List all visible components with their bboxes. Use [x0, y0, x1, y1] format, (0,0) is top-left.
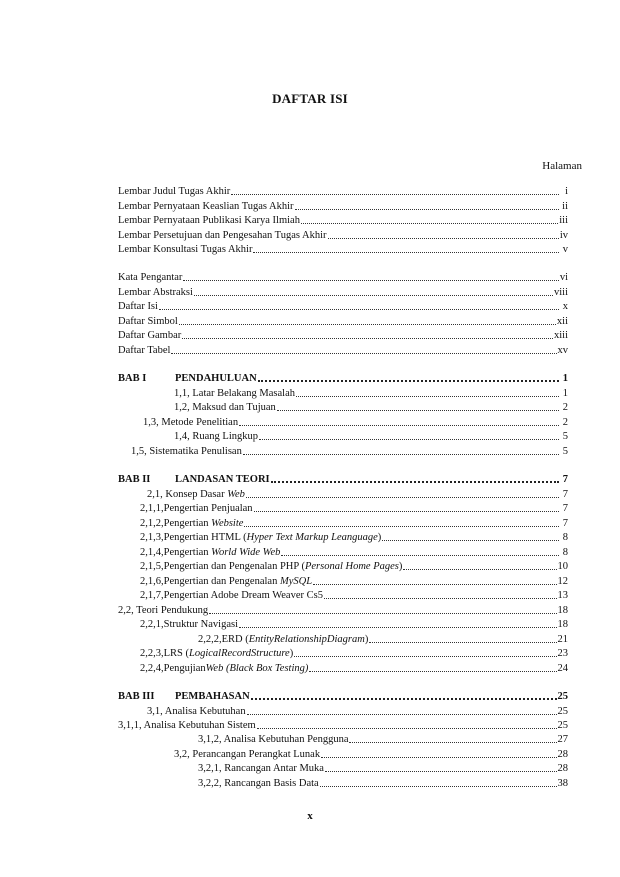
leader-dots [251, 689, 557, 700]
toc-entry-label: 3,1, Analisa Kebutuhan [147, 706, 246, 717]
leader-dots [277, 401, 559, 411]
toc-page-number: 7 [562, 474, 568, 485]
leader-dots [239, 618, 557, 628]
leader-dots [179, 315, 556, 325]
toc-entry-label: 2,2,4,PengujianWeb (Black Box Testing) [140, 663, 309, 674]
toc-entry-label: 2,1,6,Pengertian dan Pengenalan MySQL [140, 576, 313, 587]
toc-page-number: 28 [557, 763, 568, 774]
toc-page-number: xv [557, 345, 568, 356]
toc-entry-label: 3,1,1, Analisa Kebutuhan Sistem [118, 720, 256, 731]
toc-row [140, 560, 568, 573]
toc-row [198, 762, 568, 775]
toc-entry-label: Daftar Isi [118, 301, 158, 312]
page-number: x [307, 810, 313, 822]
toc-page-number: 8 [562, 532, 568, 543]
toc-row [147, 488, 568, 501]
toc-entry-label: 2,2, Teori Pendukung [118, 605, 209, 616]
toc-page-number: v [562, 244, 568, 255]
leader-dots [246, 488, 559, 498]
toc-page-number: 1 [562, 373, 568, 384]
leader-dots [231, 185, 559, 195]
toc-page-number: 18 [557, 619, 568, 630]
toc-entry-label: 3,2,1, Rancangan Antar Muka [198, 763, 324, 774]
toc-row [118, 344, 568, 357]
toc-row [118, 286, 568, 299]
toc-row [140, 517, 568, 530]
toc-page-number: 12 [557, 576, 568, 587]
leader-dots [239, 416, 559, 426]
toc-entry-label: 1,4, Ruang Lingkup [174, 431, 258, 442]
toc-entry-label: 2,1,2,Pengertian Website [140, 518, 244, 529]
toc-page-number: 1 [562, 388, 568, 399]
toc-page-number: iv [559, 230, 568, 241]
leader-dots [243, 445, 559, 455]
leader-dots [244, 517, 559, 527]
toc-entry-label: Daftar Gambar [118, 330, 182, 341]
toc-entry-label: 1,3, Metode Penelitian [143, 417, 239, 428]
toc-page-number: 5 [562, 446, 568, 457]
leader-dots [403, 560, 556, 570]
leader-dots [209, 604, 556, 614]
toc-row [143, 416, 568, 429]
toc-row [140, 589, 568, 602]
toc-row [118, 243, 568, 256]
toc-row [118, 300, 568, 313]
toc-entry-label: 2,2,1,Struktur Navigasi [140, 619, 238, 630]
chapter-number: BAB II [118, 474, 151, 485]
toc-page-number: 38 [557, 778, 568, 789]
toc-entry-label: 2,1,4,Pengertian World Wide Web [140, 547, 281, 558]
toc-row [118, 604, 568, 617]
chapter-row [118, 690, 568, 703]
leader-dots [254, 502, 559, 512]
toc-entry-label: Lembar Pernyataan Publikasi Karya Ilmiah [118, 215, 300, 226]
toc-page-number: 24 [557, 663, 568, 674]
toc-entry-label: 2,1, Konsep Dasar Web [147, 489, 245, 500]
toc-entry-label: 2,1,3,Pengertian HTML (Hyper Text Markup Leanguage) [140, 532, 382, 543]
toc-page-number: 23 [557, 648, 568, 659]
toc-page-number: 25 [557, 691, 568, 702]
leader-dots [321, 748, 556, 758]
toc-page-number: 7 [562, 489, 568, 500]
toc-entry-label: Lembar Judul Tugas Akhir [118, 186, 231, 197]
leader-dots [259, 430, 559, 440]
leader-dots [281, 546, 559, 556]
chapter-row [118, 372, 568, 385]
toc-page-number: 2 [562, 417, 568, 428]
chapter-number: BAB I [118, 373, 147, 384]
toc-row [118, 229, 568, 242]
toc-page-number: 13 [557, 590, 568, 601]
toc-row [118, 315, 568, 328]
leader-dots [324, 589, 557, 599]
toc-row [174, 430, 568, 443]
toc-entry-label: Lembar Abstraksi [118, 287, 193, 298]
toc-row [198, 733, 568, 746]
toc-row [198, 633, 568, 646]
leader-dots [294, 647, 556, 657]
toc-entry-label: 3,1,2, Analisa Kebutuhan Pengguna [198, 734, 349, 745]
toc-row [140, 531, 568, 544]
toc-row [118, 329, 568, 342]
toc-entry-label: BAB III PEMBAHASAN [118, 691, 250, 702]
leader-dots [301, 214, 558, 224]
toc-page-number: i [565, 186, 568, 197]
toc-row [118, 719, 568, 732]
toc-page-number: 7 [562, 503, 568, 514]
leader-dots [349, 733, 556, 743]
toc-page-number: 21 [557, 634, 568, 645]
leader-dots [257, 719, 557, 729]
toc-page-number: vi [559, 272, 568, 283]
leader-dots [171, 344, 556, 354]
toc-entry-label: 2,1,1,Pengertian Penjualan [140, 503, 253, 514]
toc-entry-label: Lembar Persetujuan dan Pengesahan Tugas Akhir [118, 230, 327, 241]
toc-row [174, 748, 568, 761]
toc-row [118, 185, 568, 198]
toc-page-number: 10 [557, 561, 568, 572]
toc-page-number: 28 [557, 749, 568, 760]
toc-entry-label: 3,2,2, Rancangan Basis Data [198, 778, 319, 789]
toc-page-number: iii [559, 215, 568, 226]
chapter-number: BAB III [118, 691, 155, 702]
toc-row [118, 200, 568, 213]
halaman-label: Halaman [542, 160, 582, 172]
toc-row [140, 662, 568, 675]
toc-entry-label: 1,5, Sistematika Penulisan [131, 446, 242, 457]
leader-dots [182, 329, 553, 339]
toc-entry-label: Lembar Konsultasi Tugas Akhir [118, 244, 253, 255]
leader-dots [309, 662, 556, 672]
toc-entry-label: Lembar Pernyataan Keaslian Tugas Akhir [118, 201, 294, 212]
toc-entry-label: 1,1, Latar Belakang Masalah [174, 388, 295, 399]
toc-page-number: 8 [562, 547, 568, 558]
toc-page-number: viii [553, 287, 568, 298]
toc-entry-label: 2,2,2,ERD (EntityRelationshipDiagram) [198, 634, 369, 645]
toc-row [147, 705, 568, 718]
toc-page-number: 18 [557, 605, 568, 616]
toc-entry-label: Daftar Simbol [118, 316, 178, 327]
toc-entry-label: Daftar Tabel [118, 345, 171, 356]
toc-page-number: 27 [557, 734, 568, 745]
leader-dots [183, 271, 558, 281]
toc-row [174, 401, 568, 414]
toc-entry-label: 2,2,3,LRS (LogicalRecordStructure) [140, 648, 294, 659]
toc-entry-label: 3,2, Perancangan Perangkat Lunak [174, 749, 321, 760]
toc-entry-label: 2,1,7,Pengertian Adobe Dream Weaver Cs5 [140, 590, 323, 601]
leader-dots [369, 633, 556, 643]
toc-entry-label: 1,2, Maksud dan Tujuan [174, 402, 276, 413]
toc-page-number: 25 [557, 720, 568, 731]
leader-dots [258, 371, 559, 382]
leader-dots [296, 387, 559, 397]
page-title: DAFTAR ISI [272, 91, 348, 106]
leader-dots [313, 575, 556, 585]
toc-page-number: 5 [562, 431, 568, 442]
leader-dots [295, 200, 559, 210]
leader-dots [320, 777, 557, 787]
toc-row [174, 387, 568, 400]
toc-entry-label: Kata Pengantar [118, 272, 183, 283]
leader-dots [325, 762, 557, 772]
toc-page-number: x [562, 301, 568, 312]
toc-page-number: xiii [553, 330, 568, 341]
toc-row [140, 502, 568, 515]
toc-row [131, 445, 568, 458]
leader-dots [253, 243, 559, 253]
toc-entry-label: BAB I PENDAHULUAN [118, 373, 257, 384]
toc-row [140, 575, 568, 588]
toc-page-number: 2 [562, 402, 568, 413]
toc-row [140, 647, 568, 660]
toc-entry-label: 2,1,5,Pengertian dan Pengenalan PHP (Personal Home Pages) [140, 561, 403, 572]
toc-page-number: ii [562, 201, 568, 212]
toc-page-number: 7 [562, 518, 568, 529]
toc-row [118, 214, 568, 227]
toc-entry-label: BAB II LANDASAN TEORI [118, 474, 270, 485]
leader-dots [159, 300, 559, 310]
leader-dots [247, 705, 557, 715]
toc-page-number: 25 [557, 706, 568, 717]
leader-dots [328, 229, 559, 239]
chapter-row [118, 473, 568, 486]
toc-row [140, 546, 568, 559]
toc-row [198, 777, 568, 790]
toc-page-number: xii [556, 316, 568, 327]
toc-row [118, 271, 568, 284]
toc-row [140, 618, 568, 631]
leader-dots [194, 286, 553, 296]
leader-dots [382, 531, 559, 541]
leader-dots [271, 472, 559, 483]
